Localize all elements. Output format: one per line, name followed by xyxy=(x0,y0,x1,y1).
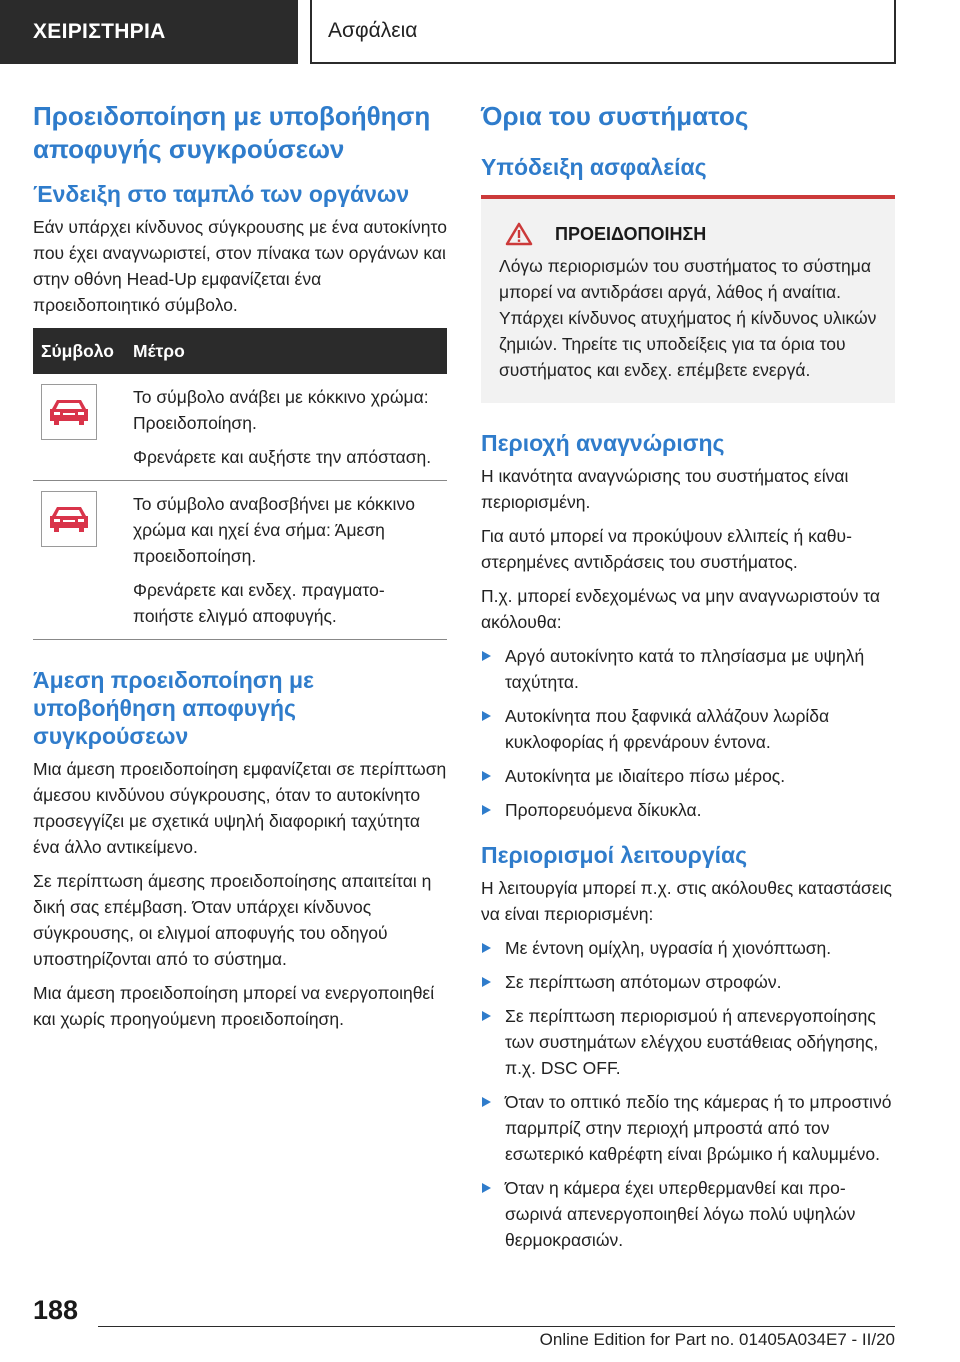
list-item: Όταν το οπτικό πεδίο της κάμερας ή το μπροστινό παρμπρίζ στην περιοχή μπροστά από τον εσωτερικό καθρέφτη είναι βρώμικο ή καλυμμένο. xyxy=(481,1089,895,1167)
car-warning-icon xyxy=(41,491,97,547)
intro-paragraph: Εάν υπάρχει κίνδυνος σύγκρουσης με ένα αυτοκίνητο που έχει αναγνωριστεί, στον πίνακα των οργάνων και στην οθόνη Head-Up εμφανίζεται ένα προειδοποιητικό σύμβολο. xyxy=(33,217,447,315)
table-header-row xyxy=(33,328,447,374)
warning-title-row xyxy=(499,221,877,247)
left-column xyxy=(33,100,447,1040)
paragraph: Η λειτουργία μπορεί π.χ. στις ακόλουθες καταστάσεις να είναι περιορισμένη: xyxy=(481,878,892,924)
triangle-bullet-icon xyxy=(482,1011,491,1021)
limits-list xyxy=(481,935,895,1253)
symbol-cell xyxy=(33,481,125,640)
measure-action: Φρενάρετε και αυξήστε την απόσταση. xyxy=(133,447,432,467)
chapter-title: Ασφάλεια xyxy=(310,0,896,64)
list-item: Σε περίπτωση περιορισμού ή απενεργοποίησης των συστημάτων ελέγχου ευστάθειας οδήγησης, π.χ. DSC OFF. xyxy=(481,1003,895,1081)
triangle-bullet-icon xyxy=(482,977,491,987)
table-header-measure: Μέτρο xyxy=(125,328,447,374)
list-item: Όταν η κάμερα έχει υπερθερμανθεί και προσωρινά απενεργοποιηθεί λόγω πολύ υψηλών θερμοκρασιών. xyxy=(481,1175,895,1253)
triangle-bullet-icon xyxy=(482,805,491,815)
main-heading: Προειδοποίηση με υποβοήθηση αποφυγής συγκρούσεων xyxy=(33,101,431,164)
footer-edition: Online Edition for Part no. 01405A034E7 - II/20 xyxy=(539,1330,895,1349)
paragraph: Η ικανότητα αναγνώρισης του συστήματος είναι περιορισμένη. xyxy=(481,466,849,512)
table-header-symbol: Σύμβολο xyxy=(33,328,125,374)
limits-heading: Όρια του συστήματος xyxy=(481,101,749,131)
paragraph: Π.χ. μπορεί ενδεχομένως να μην αναγνωριστούν τα ακόλουθα: xyxy=(481,586,881,632)
symbol-table xyxy=(33,328,447,640)
list-item: Προπορευόμενα δίκυκλα. xyxy=(481,797,895,823)
list-item: Σε περίπτωση απότομων στροφών. xyxy=(481,969,895,995)
triangle-bullet-icon xyxy=(482,771,491,781)
triangle-bullet-icon xyxy=(482,711,491,721)
right-column xyxy=(481,100,895,1261)
list-item: Αυτοκίνητα που ξαφνικά αλλάζουν λωρίδα κυκλοφορίας ή φρενάρουν έντονα. xyxy=(481,703,895,755)
measure-cell xyxy=(125,374,447,481)
measure-text: Το σύμβολο αναβοσβήνει με κόκκινο χρώμα και ηχεί ένα σήμα: Άμεση προειδοποίηση. xyxy=(133,494,415,566)
table-row xyxy=(33,481,447,640)
subheading-detection-range: Περιοχή αναγνώρισης xyxy=(481,430,725,456)
subheading-display: Ένδειξη στο ταμπλό των οργάνων xyxy=(33,181,410,207)
list-item: Αργό αυτοκίνητο κατά το πλησίασμα με υψηλή ταχύτητα. xyxy=(481,643,895,695)
section-title: ΧΕΙΡΙΣΤΗΡΙΑ xyxy=(0,0,298,64)
triangle-bullet-icon xyxy=(482,651,491,661)
triangle-bullet-icon xyxy=(482,1097,491,1107)
detection-list xyxy=(481,643,895,823)
subheading-safety-note: Υπόδειξη ασφαλείας xyxy=(481,154,707,180)
paragraph: Για αυτό μπορεί να προκύψουν ελλιπείς ή καθυστερημένες αντιδράσεις του συστήματος. xyxy=(481,526,852,572)
warning-triangle-icon xyxy=(505,222,533,246)
triangle-bullet-icon xyxy=(482,1183,491,1193)
measure-text: Το σύμβολο ανάβει με κόκκινο χρώμα: Προειδοποίηση. xyxy=(133,387,429,433)
measure-action: Φρενάρετε και ενδεχ. πραγματοποιήστε ελιγμό αποφυγής. xyxy=(133,580,385,626)
warning-box xyxy=(481,195,895,403)
car-warning-icon xyxy=(41,384,97,440)
paragraph: Μια άμεση προειδοποίηση εμφανίζεται σε περίπτωση άμεσου κινδύνου σύγκρουσης, όταν το αυτοκίνητο προσεγγίζει με σχετικά υψηλή διαφορική ταχύτητα ένα άλλο αντικείμενο. xyxy=(33,759,447,857)
triangle-bullet-icon xyxy=(482,943,491,953)
subheading-function-limits: Περιορισμοί λειτουργίας xyxy=(481,842,748,868)
list-item: Με έντονη ομίχλη, υγρασία ή χιονόπτωση. xyxy=(481,935,895,961)
page-header xyxy=(0,0,960,66)
list-item: Αυτοκίνητα με ιδιαίτερο πίσω μέρος. xyxy=(481,763,895,789)
paragraph: Σε περίπτωση άμεσης προειδοποίησης απαιτείται η δική σας επέμβαση. Όταν υπάρχει κίνδυνος σύγκρουσης, οι ελιγμοί αποφυγής του οδηγού υποστηρίζονται από το σύστημα. xyxy=(33,871,432,969)
page-number: 188 xyxy=(33,1295,79,1325)
warning-title: ΠΡΟΕΙΔΟΠΟΙΗΣΗ xyxy=(555,224,707,244)
table-row xyxy=(33,374,447,481)
paragraph: Μια άμεση προειδοποίηση μπορεί να ενεργοποιηθεί και χωρίς προηγούμενη προειδοποίηση. xyxy=(33,983,435,1029)
footer-divider xyxy=(98,1326,895,1327)
warning-text: Λόγω περιορισμών του συστήματος το σύστημα μπορεί να αντιδράσει αργά, λάθος ή αναίτια. Υπάρχει κίνδυνος ατυχήματος ή κίνδυνος υλικών ζημιών. Τηρείτε τις υποδείξεις για τα όρια του συστήματος και ενδεχ. επέμβετε ενεργά. xyxy=(499,256,877,380)
subheading-immediate-warning: Άμεση προειδοποίηση με υποβοήθηση αποφυγής συγκρούσεων xyxy=(33,667,314,749)
measure-cell xyxy=(125,481,447,640)
symbol-cell xyxy=(33,374,125,481)
